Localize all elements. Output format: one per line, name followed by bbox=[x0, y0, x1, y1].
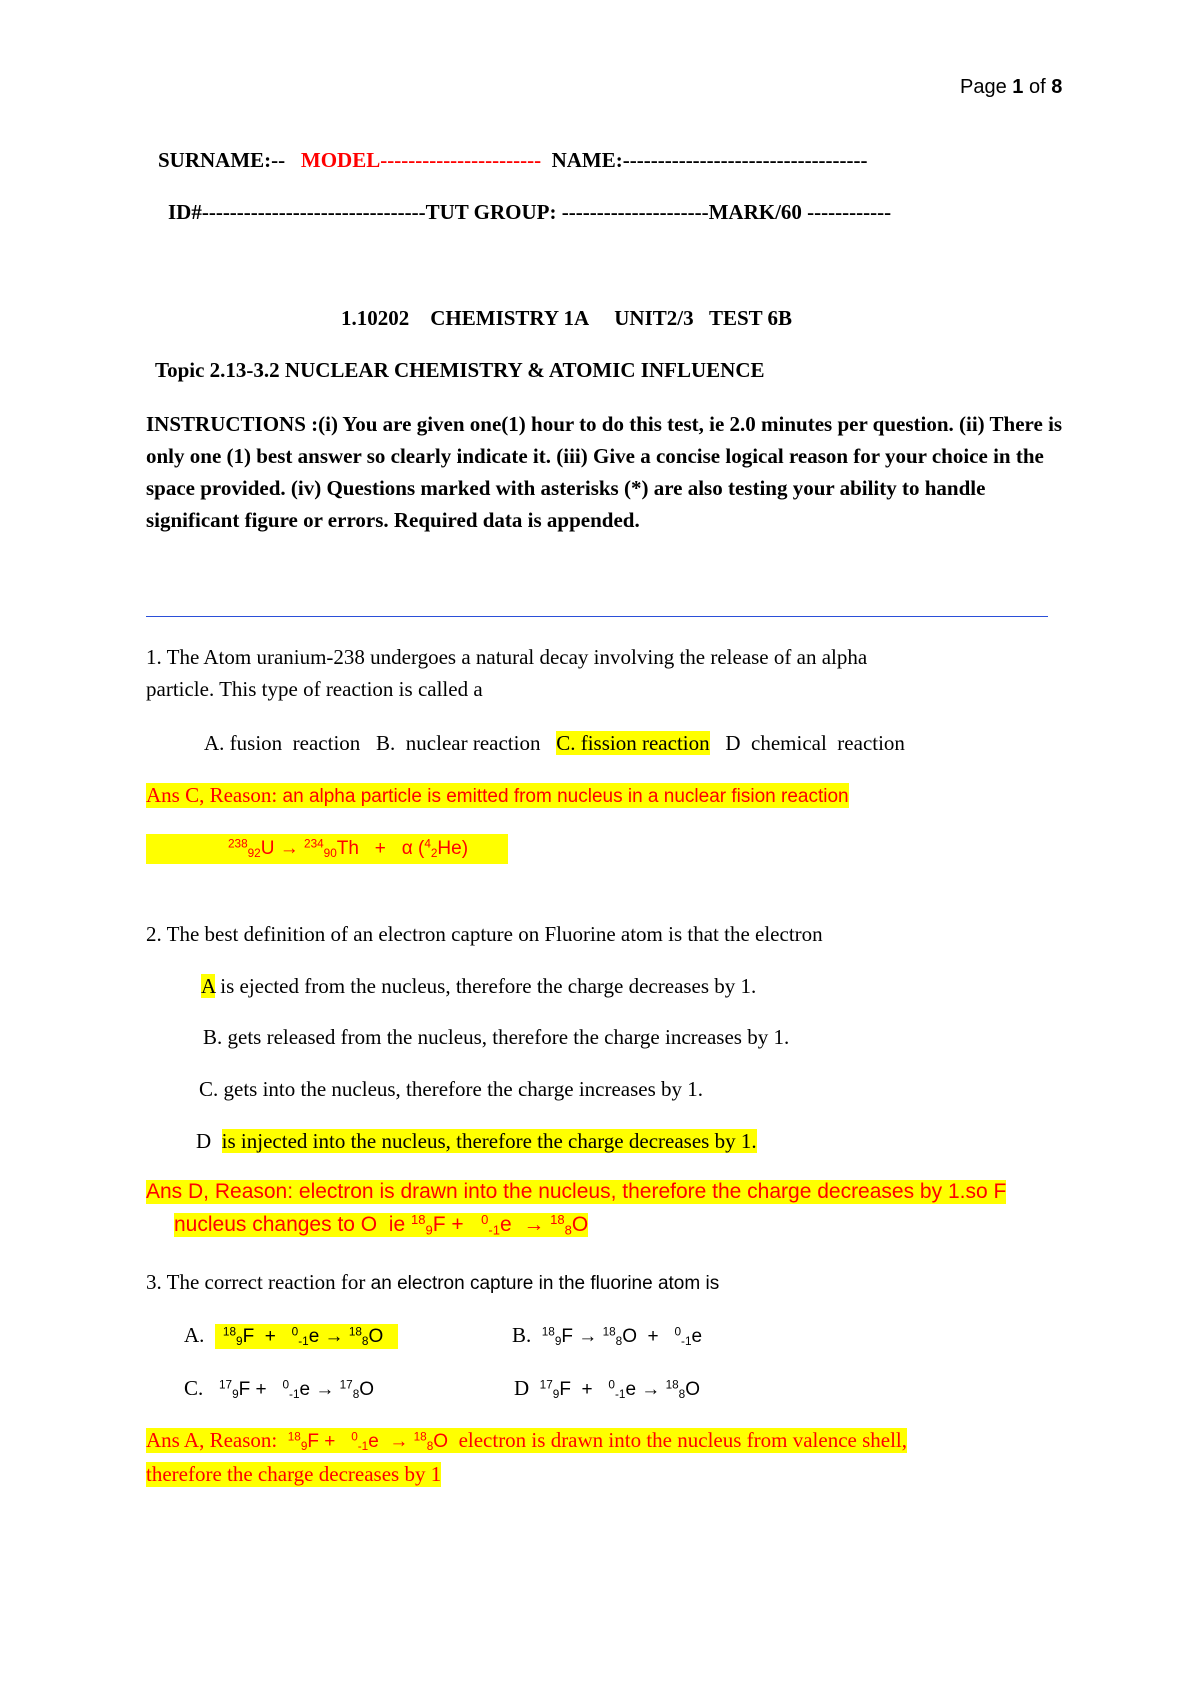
q2-stem: 2. The best definition of an electron capture on Fluorine atom is that the electron bbox=[146, 922, 823, 946]
q3-option-d: D $^{17}_9$F + $^0_{-1}$e → $^{18}_8$O bbox=[514, 1376, 700, 1401]
q1-answer-prefix: Ans C, Reason: bbox=[146, 783, 278, 807]
q2-answer-line1: Ans D, Reason: electron is drawn into the nucleus, therefore the charge decreases by 1.so F bbox=[146, 1180, 1007, 1203]
q2-option-a: A is ejected from the nucleus, therefore the charge decreases by 1. bbox=[201, 974, 757, 998]
q3-answer-line2: therefore the charge decreases by 1 bbox=[146, 1462, 442, 1486]
q1-answer-reason: an alpha particle is emitted from nucleus in a nuclear fision reaction bbox=[277, 786, 849, 807]
instructions: INSTRUCTIONS :(i) You are given one(1) hour to do this test, ie 2.0 minutes per question. (ii) There is only one (1) best answer so clearly indicate it. (iii) Give a concise logical reason for your choice in the space provided. (iv) Questions marked with asterisks (*) are also testing your ability to handle significant figure or errors. Required data is appended. bbox=[146, 412, 1063, 532]
q1-option-b: B. nuclear reaction bbox=[376, 731, 541, 755]
q1-answer bbox=[146, 783, 849, 808]
q1-option-a: A. fusion reaction bbox=[204, 731, 361, 755]
q3-stem: 3. The correct reaction for an electron capture in the fluorine atom is bbox=[146, 1270, 720, 1294]
surname-value: MODEL bbox=[300, 148, 381, 172]
q1-equation: $^{238}_{92}$U → $^{234}_{90}$Th + α ($^4_2$He) bbox=[146, 834, 508, 864]
q2-option-c: C. gets into the nucleus, therefore the charge increases by 1. bbox=[199, 1077, 704, 1101]
name-dashes: ----------------------------------- bbox=[622, 148, 868, 172]
divider-line bbox=[146, 616, 1048, 617]
q2-answer-line2: nucleus changes to O ie $^{18}_9$F + $^0_{-1}$e → $^{18}_8$O bbox=[174, 1211, 589, 1238]
page-number: Page 1 of 8 bbox=[960, 76, 1063, 98]
topic-heading: Topic 2.13-3.2 NUCLEAR CHEMISTRY & ATOMIC INFLUENCE bbox=[155, 358, 765, 382]
q3-answer-line1: Ans A, Reason: $^{18}_9$F + $^0_{-1}$e → $^{18}_8$O electron is drawn into the nucleus from valence shell, bbox=[146, 1428, 907, 1453]
q3-option-b: B. $^{18}_9$F → $^{18}_8$O + $^0_{-1}$e bbox=[512, 1323, 703, 1348]
surname-dashes: ----------------------- bbox=[380, 148, 542, 172]
surname-label: SURNAME:-- bbox=[158, 148, 286, 172]
q1-option-c: C. fission reaction bbox=[556, 731, 710, 755]
q1-stem-line2: particle. This type of reaction is called a bbox=[146, 677, 483, 701]
q2-option-d: D is injected into the nucleus, therefore the charge decreases by 1. bbox=[196, 1129, 757, 1153]
q1-options bbox=[204, 731, 905, 756]
q2-option-b: B. gets released from the nucleus, therefore the charge increases by 1. bbox=[203, 1025, 790, 1049]
q1-option-d: D chemical reaction bbox=[725, 731, 905, 755]
test-title: 1.10202 CHEMISTRY 1A UNIT2/3 TEST 6B bbox=[341, 306, 793, 330]
q3-option-c: C. $^{17}_9$F + $^0_{-1}$e → $^{17}_8$O bbox=[184, 1376, 375, 1401]
q3-option-a: A. $^{18}_9$F + $^0_{-1}$e → $^{18}_8$O bbox=[184, 1323, 398, 1348]
surname-line bbox=[158, 148, 868, 173]
name-label: NAME: bbox=[551, 148, 623, 172]
q1-stem-line1: 1. The Atom uranium-238 undergoes a natural decay involving the release of an alpha bbox=[146, 645, 868, 669]
id-line: ID#--------------------------------TUT GROUP: ---------------------MARK/60 ------------ bbox=[168, 200, 892, 224]
